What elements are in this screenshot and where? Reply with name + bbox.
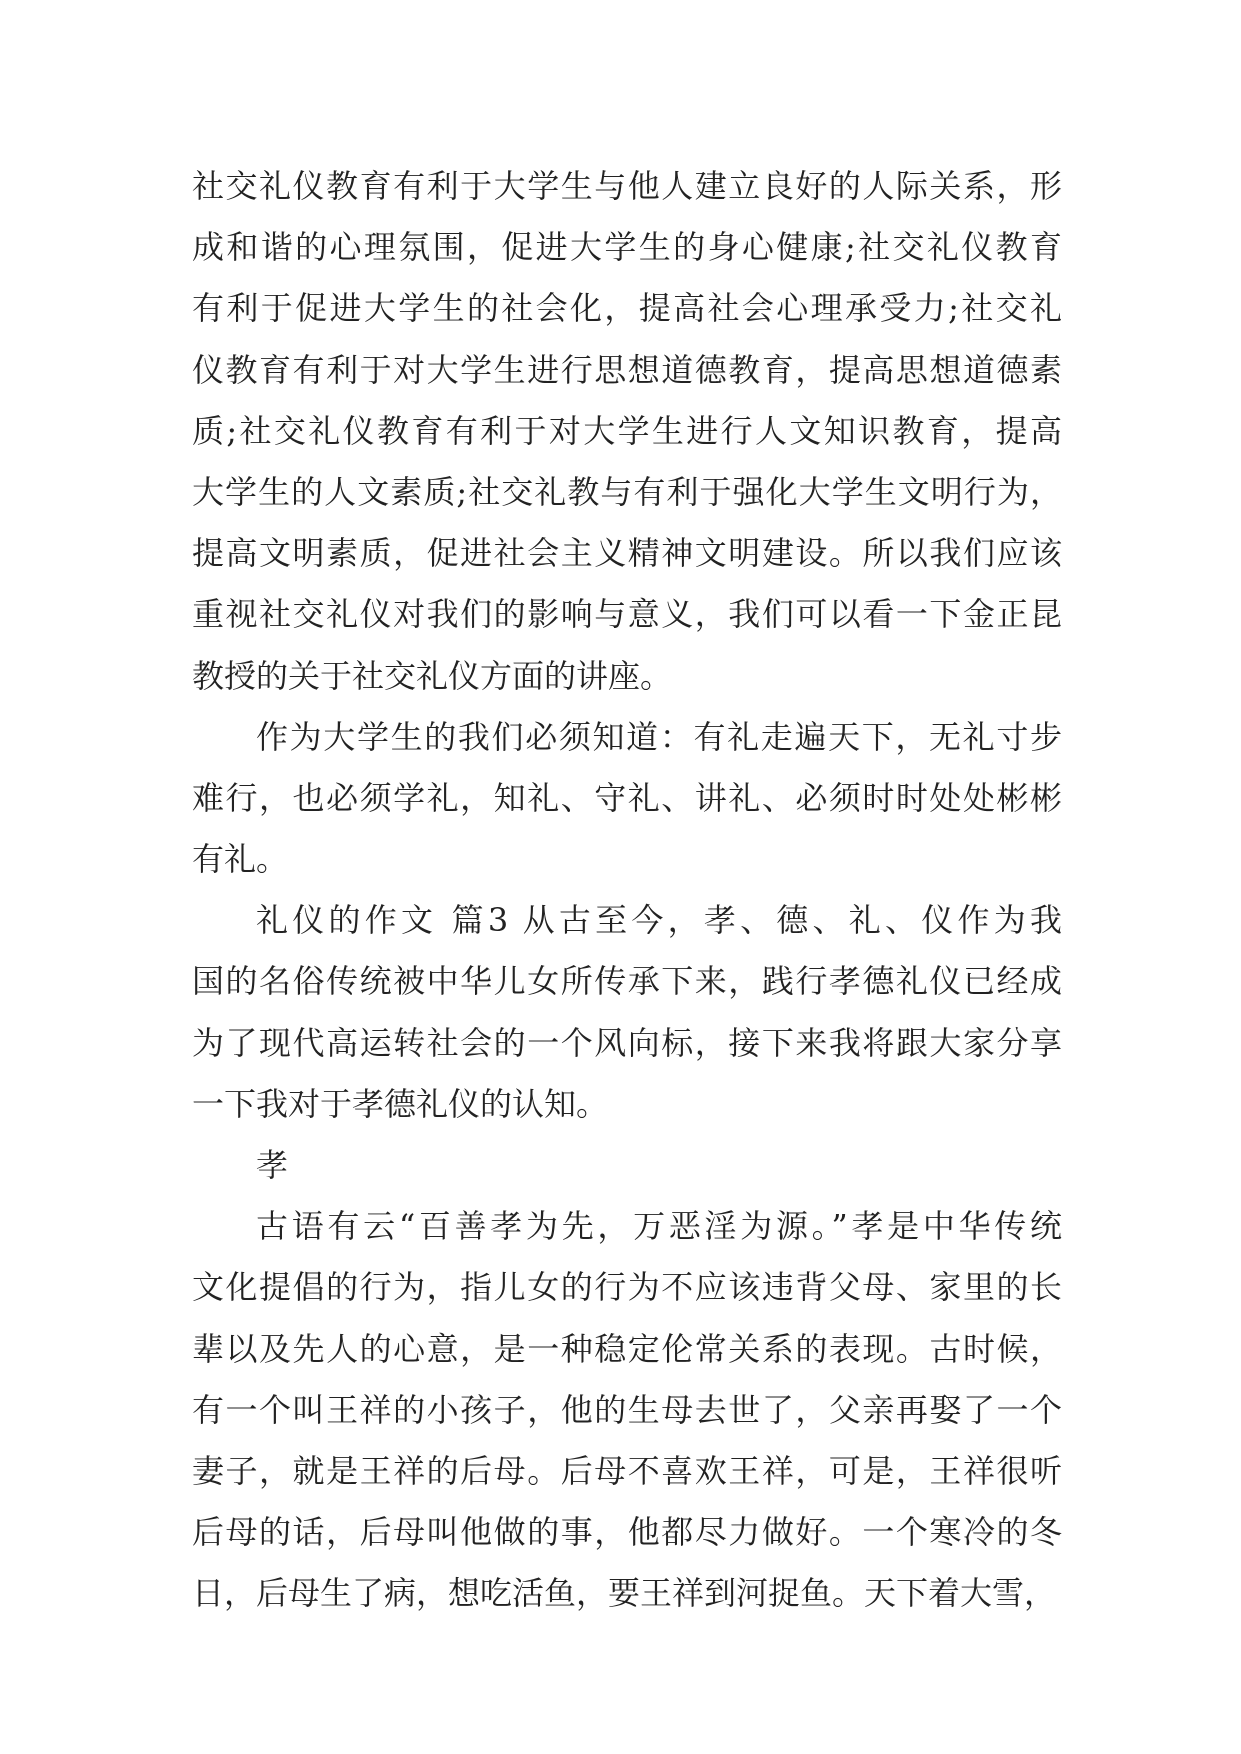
paragraph: [192, 890, 1062, 1135]
text-line: 一下我对于孝德礼仪的认知。: [192, 1084, 609, 1123]
text-line: 辈以及先人的心意，是一种稳定伦常关系的表现。古时候，: [192, 1329, 1062, 1368]
paragraph: [192, 1196, 1062, 1624]
text-line: 教授的关于社交礼仪方面的讲座。: [192, 656, 673, 695]
text-line: 仪教育有利于对大学生进行思想道德教育，提高思想道德素: [192, 350, 1062, 389]
text-line: 妻子，就是王祥的后母。后母不喜欢王祥，可是，王祥很听: [192, 1451, 1062, 1490]
text-line: 孝: [256, 1146, 289, 1184]
text-line: 礼仪的作文 篇3 从古至今，孝、德、礼、仪作为我: [256, 901, 1062, 940]
text-line: 质;社交礼仪教育有利于对大学生进行人文知识教育，提高: [192, 411, 1062, 450]
text-line: 有利于促进大学生的社会化，提高社会心理承受力;社交礼: [192, 289, 1062, 328]
text-line: 日，后母生了病，想吃活鱼，要王祥到河捉鱼。天下着大雪，: [192, 1574, 1057, 1613]
text-line: 成和谐的心理氛围，促进大学生的身心健康;社交礼仪教育: [192, 228, 1062, 267]
text-line: 提高文明素质，促进社会主义精神文明建设。所以我们应该: [192, 534, 1062, 573]
text-line: 国的名俗传统被中华儿女所传承下来，践行孝德礼仪已经成: [192, 962, 1062, 1001]
paragraph: [192, 1135, 1062, 1196]
text-line: 作为大学生的我们必须知道：有礼走遍天下，无礼寸步: [256, 717, 1062, 756]
text-line: 难行，也必须学礼，知礼、守礼、讲礼、必须时时处处彬彬: [192, 778, 1062, 817]
text-line: 后母的话，后母叫他做的事，他都尽力做好。一个寒冷的冬: [192, 1513, 1062, 1552]
text-line: 文化提倡的行为，指儿女的行为不应该违背父母、家里的长: [192, 1268, 1062, 1307]
document-body: [192, 156, 1062, 1625]
paragraph: [192, 156, 1062, 707]
text-line: 社交礼仪教育有利于大学生与他人建立良好的人际关系，形: [192, 167, 1062, 205]
text-line: 有一个叫王祥的小孩子，他的生母去世了，父亲再娶了一个: [192, 1390, 1062, 1429]
text-line: 古语有云“百善孝为先，万恶淫为源。”孝是中华传统: [256, 1207, 1062, 1246]
paragraph: [192, 707, 1062, 891]
text-line: 有礼。: [192, 840, 289, 879]
text-line: 大学生的人文素质;社交礼教与有利于强化大学生文明行为，: [192, 472, 1062, 511]
text-line: 重视社交礼仪对我们的影响与意义，我们可以看一下金正昆: [192, 595, 1062, 634]
text-line: 为了现代高运转社会的一个风向标，接下来我将跟大家分享: [192, 1023, 1062, 1062]
